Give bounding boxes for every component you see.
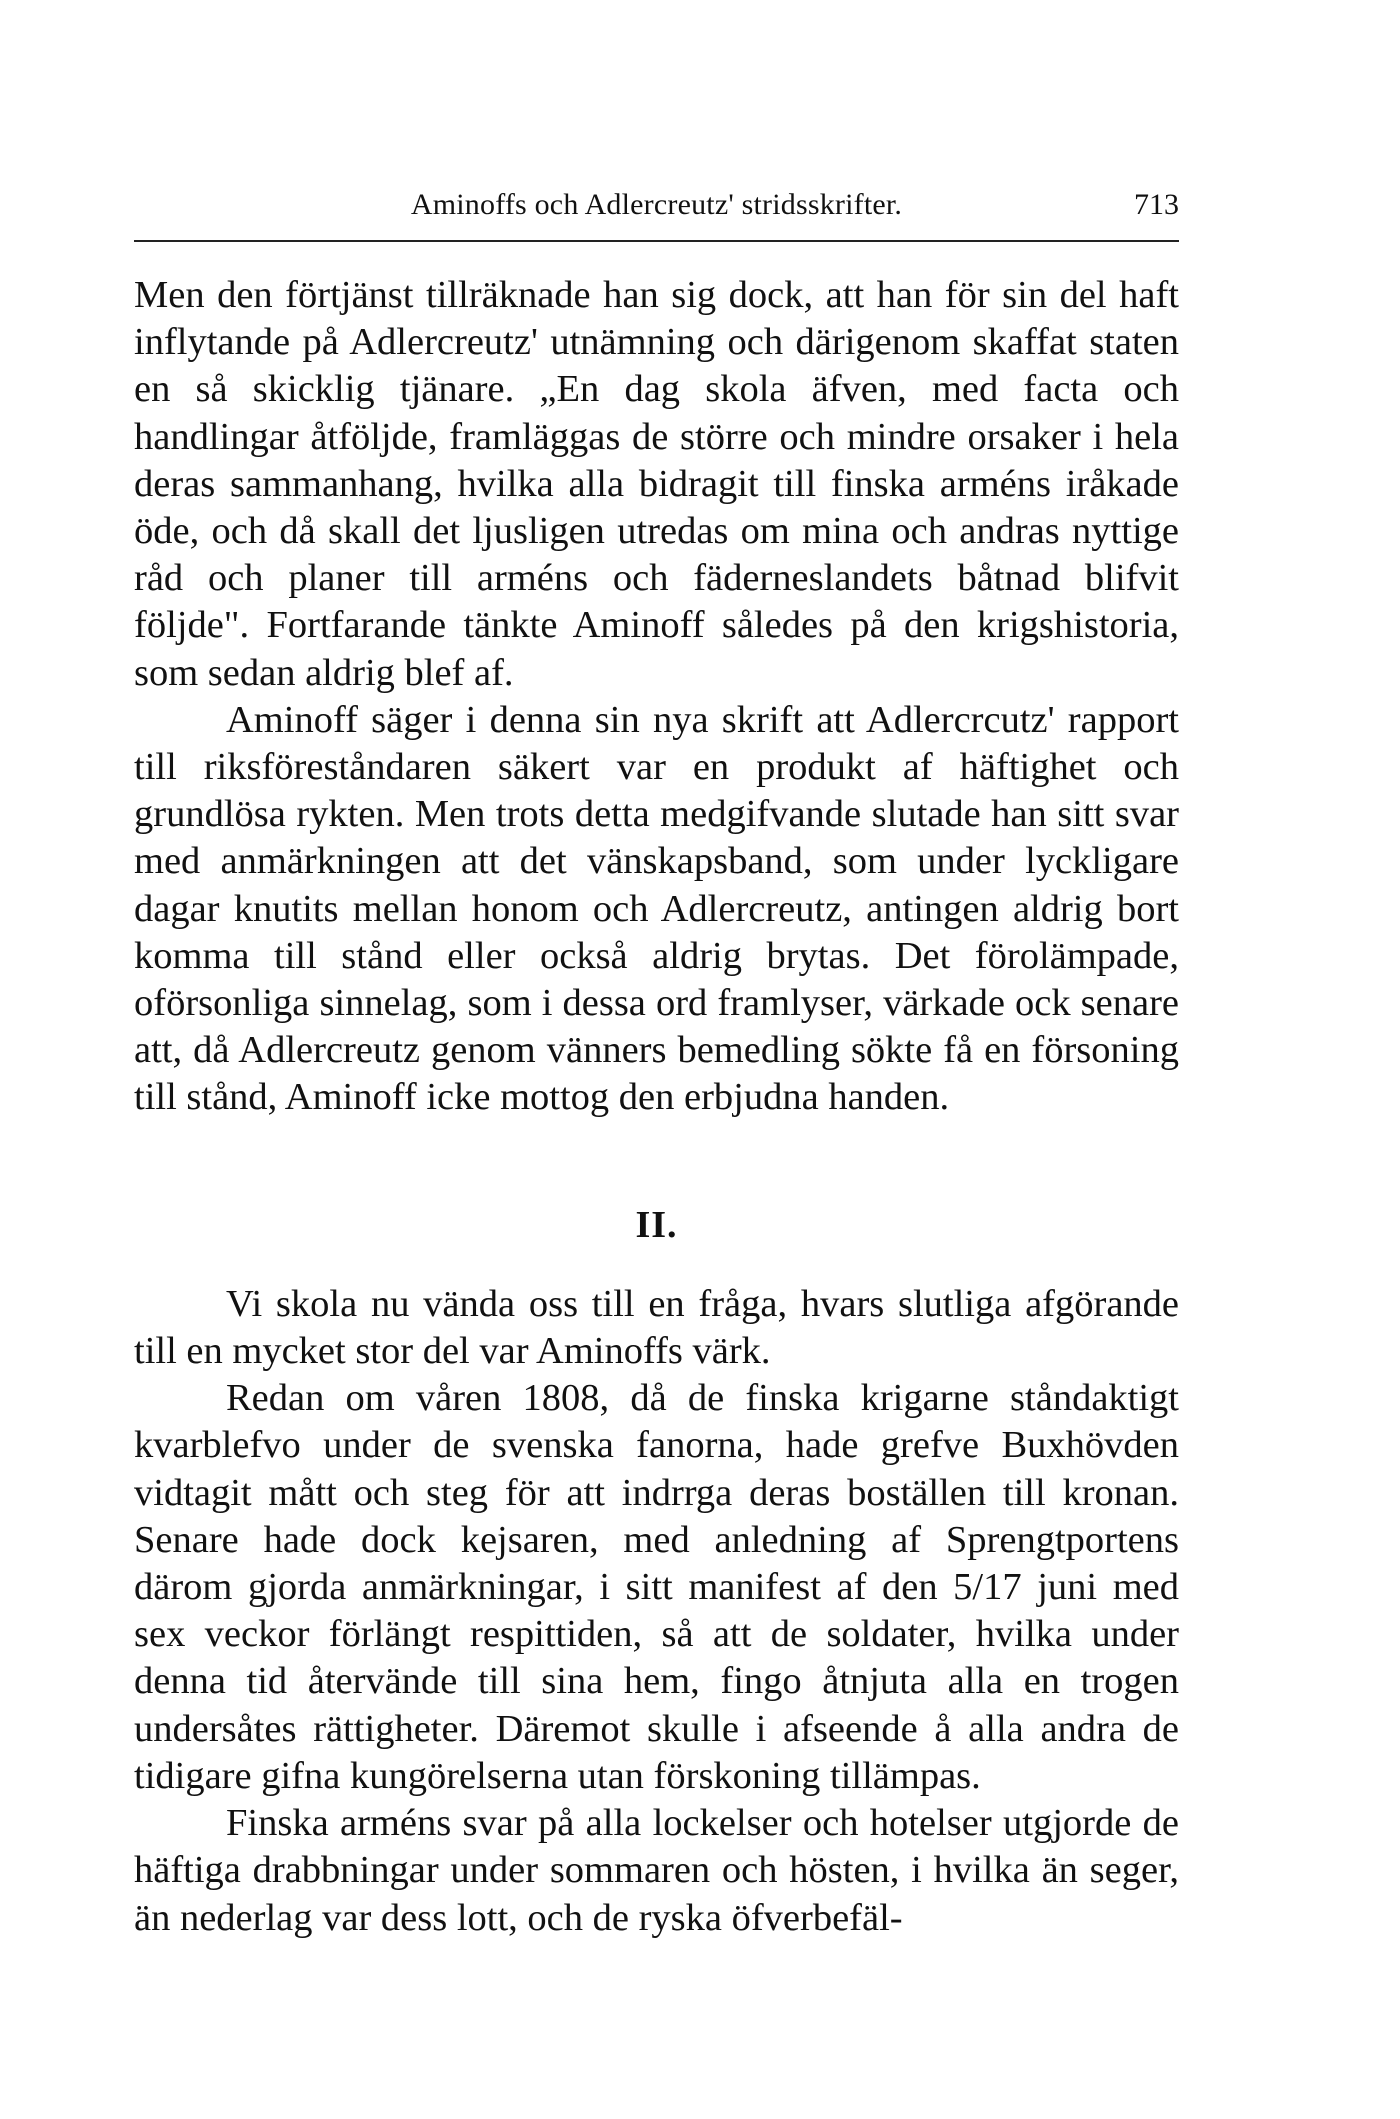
paragraph: Men den förtjänst tillräknade han sig dock, att han för sin del haft inflytande på Adlercreutz' utnämning och därigenom skaffat staten en så skicklig tjänare. „En dag skola äfven, med facta och handlingar åtföljde, framläggas de större och mindre orsaker i hela deras sammanhang, hvilka alla bidragit till finska arméns iråkade öde, och då skall det ljusligen utredas om mina och andras nyttige råd och planer till arméns och fäderneslandets båtnad blifvit följde". Fortfarande tänkte Aminoff således på den krigshistoria, som sedan aldrig blef af. xyxy=(134,274,1179,694)
body-text xyxy=(134,272,1179,1942)
section-heading: II. xyxy=(635,1203,678,1246)
paragraph: Finska arméns svar på alla lockelser och hotelser utgjorde de häftiga drabbningar under sommaren och hösten, i hvilka än seger, än nederlag var dess lott, och de ryska öfverbefäl- xyxy=(134,1802,1179,1939)
paragraph: Vi skola nu vända oss till en fråga, hvars slutliga afgörande till en mycket stor del var Aminoffs värk. xyxy=(134,1282,1179,1373)
page-number: 713 xyxy=(1134,188,1179,221)
header-rule xyxy=(134,240,1179,242)
running-title: Aminoffs och Adlercreutz' stridsskrifter. xyxy=(410,188,903,221)
paragraph: Aminoff säger i denna sin nya skrift att Adlercrcutz' rapport till riksföreståndaren säkert var en produkt af häftighet och grundlösa rykten. Men trots detta medgifvande slutade han sitt svar med anmärkningen att det vänskapsband, som under lyckligare dagar knutits mellan honom och Adlercreutz, antingen aldrig bort komma till stånd eller också aldrig brytas. Det förolämpade, oförsonliga sinnelag, som i dessa ord framlyser, värkade ock senare att, då Adlercreutz genom vänners bemedling sökte få en försoning till stånd, Aminoff icke mottog den erbjudna handen. xyxy=(134,698,1179,1119)
running-head xyxy=(134,180,1179,230)
paragraph: Redan om våren 1808, då de finska krigarne ståndaktigt kvarblefvo under de svenska fanorna, hade grefve Buxhövden vidtagit mått och steg för att indrrga deras boställen till kronan. Senare hade dock kejsaren, med anledning af Sprengtportens därom gjorda anmärkningar, i sitt manifest af den 5/17 juni med sex veckor förlängt respittiden, så att de soldater, hvilka under denna tid återvände till sina hem, fingo åtnjuta alla en trogen undersåtes rättigheter. Däremot skulle i afseende å alla andra de tidigare gifna kungörelserna utan förskoning tillämpas. xyxy=(134,1377,1179,1797)
